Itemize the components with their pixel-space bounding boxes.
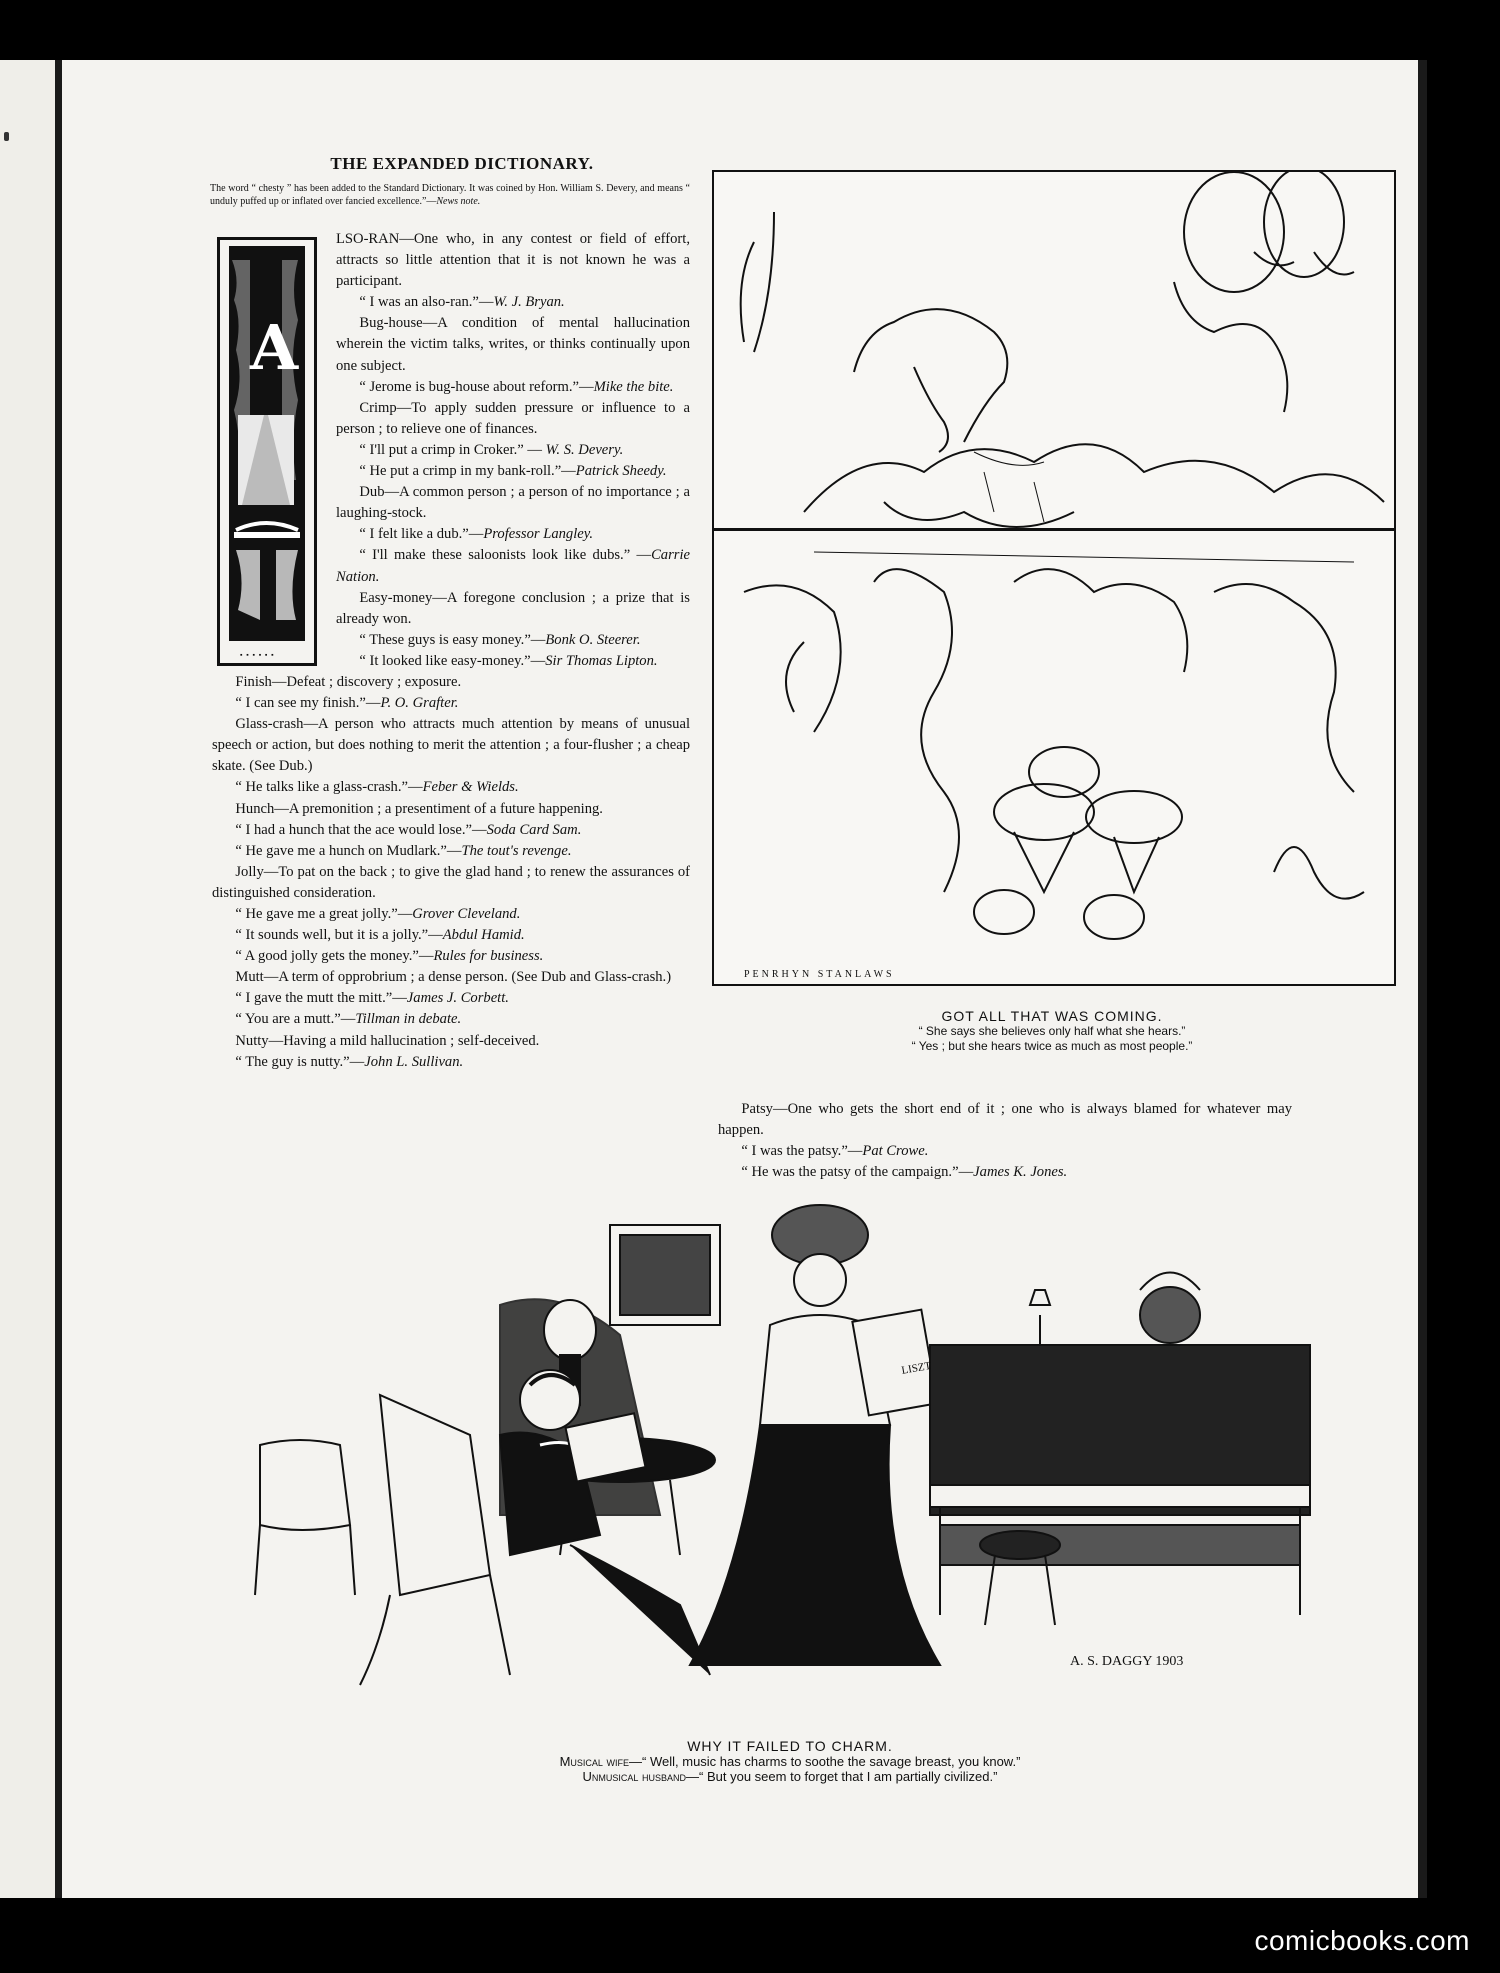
entry-text: “ He was the patsy of the campaign.”— bbox=[741, 1164, 974, 1181]
entry-attribution: Soda Card Sam. bbox=[486, 821, 582, 838]
page-mark bbox=[4, 132, 9, 141]
cartoon1-dialogue-line1: “ She says she believes only half what she hears.” bbox=[918, 1024, 1186, 1038]
entry-text: “ I gave the mutt the mitt.”— bbox=[235, 990, 407, 1007]
left-page-edge bbox=[0, 60, 55, 1898]
entry-text: Patsy—One who gets the short end of it ; one who is always blamed for whatever may happen. bbox=[718, 1101, 1292, 1139]
entry-text: “ I can see my finish.”— bbox=[235, 695, 381, 712]
entry-text: “ These guys is easy money.”— bbox=[359, 631, 546, 648]
page-gutter bbox=[55, 60, 62, 1898]
dictionary-entry bbox=[212, 1009, 690, 1030]
dictionary-entry bbox=[212, 1031, 690, 1052]
entry-attribution: Feber & Wields. bbox=[422, 779, 519, 796]
entry-text: “ You are a mutt.”— bbox=[235, 1011, 356, 1028]
dictionary-entry bbox=[718, 1141, 1292, 1162]
dictionary-entry bbox=[212, 946, 690, 967]
entry-text: Finish—Defeat ; discovery ; exposure. bbox=[235, 673, 462, 690]
entry-text: Dub—A common person ; a person of no importance ; a laughing-stock. bbox=[336, 484, 690, 522]
cartoon-got-all-that-was-coming bbox=[712, 170, 1396, 986]
entry-attribution: Rules for business. bbox=[433, 948, 544, 965]
cartoon-parlor-piano-drawing bbox=[240, 1195, 1340, 1715]
entry-text: “ I felt like a dub.”— bbox=[359, 526, 484, 543]
site-watermark: comicbooks.com bbox=[1254, 1925, 1470, 1956]
cartoon2-caption-title: WHY IT FAILED TO CHARM. bbox=[687, 1738, 893, 1754]
dictionary-entry bbox=[718, 1162, 1292, 1183]
dictionary-entry bbox=[212, 693, 690, 714]
cartoon2-quote2: —“ But you seem to forget that I am partially civilized.” bbox=[686, 1769, 998, 1784]
dictionary-column-left bbox=[212, 229, 690, 1073]
dictionary-entry bbox=[212, 799, 690, 820]
intro-text: The word “ chesty ” has been added to the Standard Dictionary. It was coined by Hon. William S. Devery, and means “ unduly puffed up or inflated over fancied excellence.”— bbox=[210, 183, 690, 207]
entry-text: “ I had a hunch that the ace would lose.”— bbox=[235, 821, 487, 838]
initial-letter: A bbox=[250, 311, 299, 384]
dictionary-entry bbox=[212, 841, 690, 862]
cartoon2-quote1: —“ Well, music has charms to soothe the savage breast, you know.” bbox=[629, 1754, 1021, 1769]
entry-text: “ Jerome is bug-house about reform.”— bbox=[359, 378, 594, 395]
entry-text: “ He put a crimp in my bank-roll.”— bbox=[359, 463, 576, 480]
cartoon2-caption-block bbox=[260, 1738, 1320, 1784]
cartoon2-signature: A. S. DAGGY 1903 bbox=[1070, 1654, 1184, 1669]
sheet-music-label: LISZT bbox=[900, 1359, 933, 1377]
entry-text: Jolly—To pat on the back ; to give the glad hand ; to renew the assurances of distinguished consideration. bbox=[212, 863, 690, 901]
entry-attribution: Professor Langley. bbox=[483, 526, 594, 543]
entry-text: Crimp—To apply sudden pressure or influence to a person ; to relieve one of finances. bbox=[336, 399, 690, 437]
entry-attribution: Pat Crowe. bbox=[862, 1143, 929, 1160]
intro-source: News note. bbox=[436, 196, 481, 207]
entry-text: Mutt—A term of opprobrium ; a dense person. (See Dub and Glass-crash.) bbox=[235, 969, 672, 986]
entry-text: “ I was an also-ran.”— bbox=[359, 294, 494, 311]
entry-text: “ He talks like a glass-crash.”— bbox=[235, 779, 423, 796]
cartoon-why-it-failed-to-charm bbox=[240, 1195, 1340, 1715]
entry-attribution: W. S. Devery. bbox=[545, 441, 624, 458]
entry-text: Easy-money—A foregone conclusion ; a prize that is already won. bbox=[336, 589, 690, 627]
entry-attribution: Patrick Sheedy. bbox=[575, 463, 667, 480]
dictionary-entry bbox=[212, 777, 690, 798]
entry-text: “ It sounds well, but it is a jolly.”— bbox=[235, 927, 443, 944]
cartoon1-dialogue-line2: “ Yes ; but she hears twice as much as most people.” bbox=[911, 1039, 1193, 1053]
entry-attribution: W. J. Bryan. bbox=[493, 294, 565, 311]
dictionary-entry bbox=[212, 862, 690, 904]
article-title: THE EXPANDED DICTIONARY. bbox=[330, 154, 594, 173]
entry-attribution: Abdul Hamid. bbox=[442, 927, 525, 944]
entry-text: Bug-house—A condition of mental hallucination wherein the victim talks, writes, or thinks continually upon one subject. bbox=[336, 315, 690, 374]
dictionary-entry bbox=[718, 1099, 1292, 1141]
dictionary-entry bbox=[212, 672, 690, 693]
entry-attribution: Grover Cleveland. bbox=[412, 906, 521, 922]
entry-text: LSO-RAN—One who, in any contest or field of effort, attracts so little attention that it is not known he was a participant. bbox=[336, 231, 690, 290]
intro-note bbox=[210, 182, 690, 208]
cartoon2-speaker2: Unmusical husband bbox=[582, 1769, 687, 1784]
initial-signature-mark: ▪ ▪ ▪ ▪ ▪ ▪ bbox=[240, 651, 275, 659]
dictionary-entry bbox=[212, 904, 690, 925]
cartoon1-caption-title: GOT ALL THAT WAS COMING. bbox=[941, 1008, 1163, 1024]
entry-text: “ He gave me a hunch on Mudlark.”— bbox=[235, 842, 462, 859]
entry-attribution: John L. Sullivan. bbox=[364, 1053, 464, 1070]
entry-text: “ It looked like easy-money.”— bbox=[359, 652, 546, 669]
entry-text: Hunch—A premonition ; a presentiment of a future happening. bbox=[235, 800, 603, 817]
entry-attribution: Bonk O. Steerer. bbox=[545, 631, 641, 648]
dictionary-entry bbox=[212, 925, 690, 946]
entry-text: “ The guy is nutty.”— bbox=[235, 1053, 365, 1070]
entry-text: “ I'll make these saloonists look like dubs.” — bbox=[359, 547, 652, 564]
entry-text: Nutty—Having a mild hallucination ; self-deceived. bbox=[235, 1032, 540, 1049]
cartoon1-signature: PENRHYN STANLAWS bbox=[744, 969, 895, 980]
page-right-edge bbox=[1418, 60, 1427, 1898]
entry-text: Glass-crash—A person who attracts much attention by means of unusual speech or action, but does nothing to merit the attention ; a four-flusher ; a cheap skate. (See Dub.) bbox=[212, 716, 690, 775]
dictionary-entry bbox=[212, 988, 690, 1009]
entry-text: “ He gave me a great jolly.”— bbox=[235, 906, 413, 922]
entry-attribution: Carrie Nation. bbox=[336, 547, 690, 585]
entry-attribution: Tillman in debate. bbox=[355, 1011, 462, 1028]
dictionary-column-right bbox=[718, 1099, 1292, 1183]
cartoon2-speaker1: Musical wife bbox=[559, 1754, 630, 1769]
dictionary-entry bbox=[212, 967, 690, 988]
dictionary-entry bbox=[212, 820, 690, 841]
entry-attribution: James K. Jones. bbox=[973, 1164, 1068, 1181]
entry-attribution: James J. Corbett. bbox=[406, 990, 509, 1007]
initial-spacer bbox=[212, 229, 336, 661]
entry-attribution: The tout's revenge. bbox=[461, 842, 572, 859]
cartoon-box-rail bbox=[714, 528, 1394, 531]
entry-attribution: Mike the bite. bbox=[593, 378, 674, 395]
cartoon1-caption-block bbox=[712, 1008, 1392, 1054]
dictionary-entry bbox=[212, 1052, 690, 1073]
entry-attribution: Sir Thomas Lipton. bbox=[545, 652, 658, 669]
cartoon-opera-box-drawing bbox=[714, 172, 1394, 984]
entry-attribution: P. O. Grafter. bbox=[380, 695, 459, 712]
dictionary-entry bbox=[212, 714, 690, 777]
entry-text: “ I was the patsy.”— bbox=[741, 1143, 863, 1160]
entry-text: “ I'll put a crimp in Croker.” — bbox=[359, 441, 546, 458]
entry-text: “ A good jolly gets the money.”— bbox=[235, 948, 434, 965]
